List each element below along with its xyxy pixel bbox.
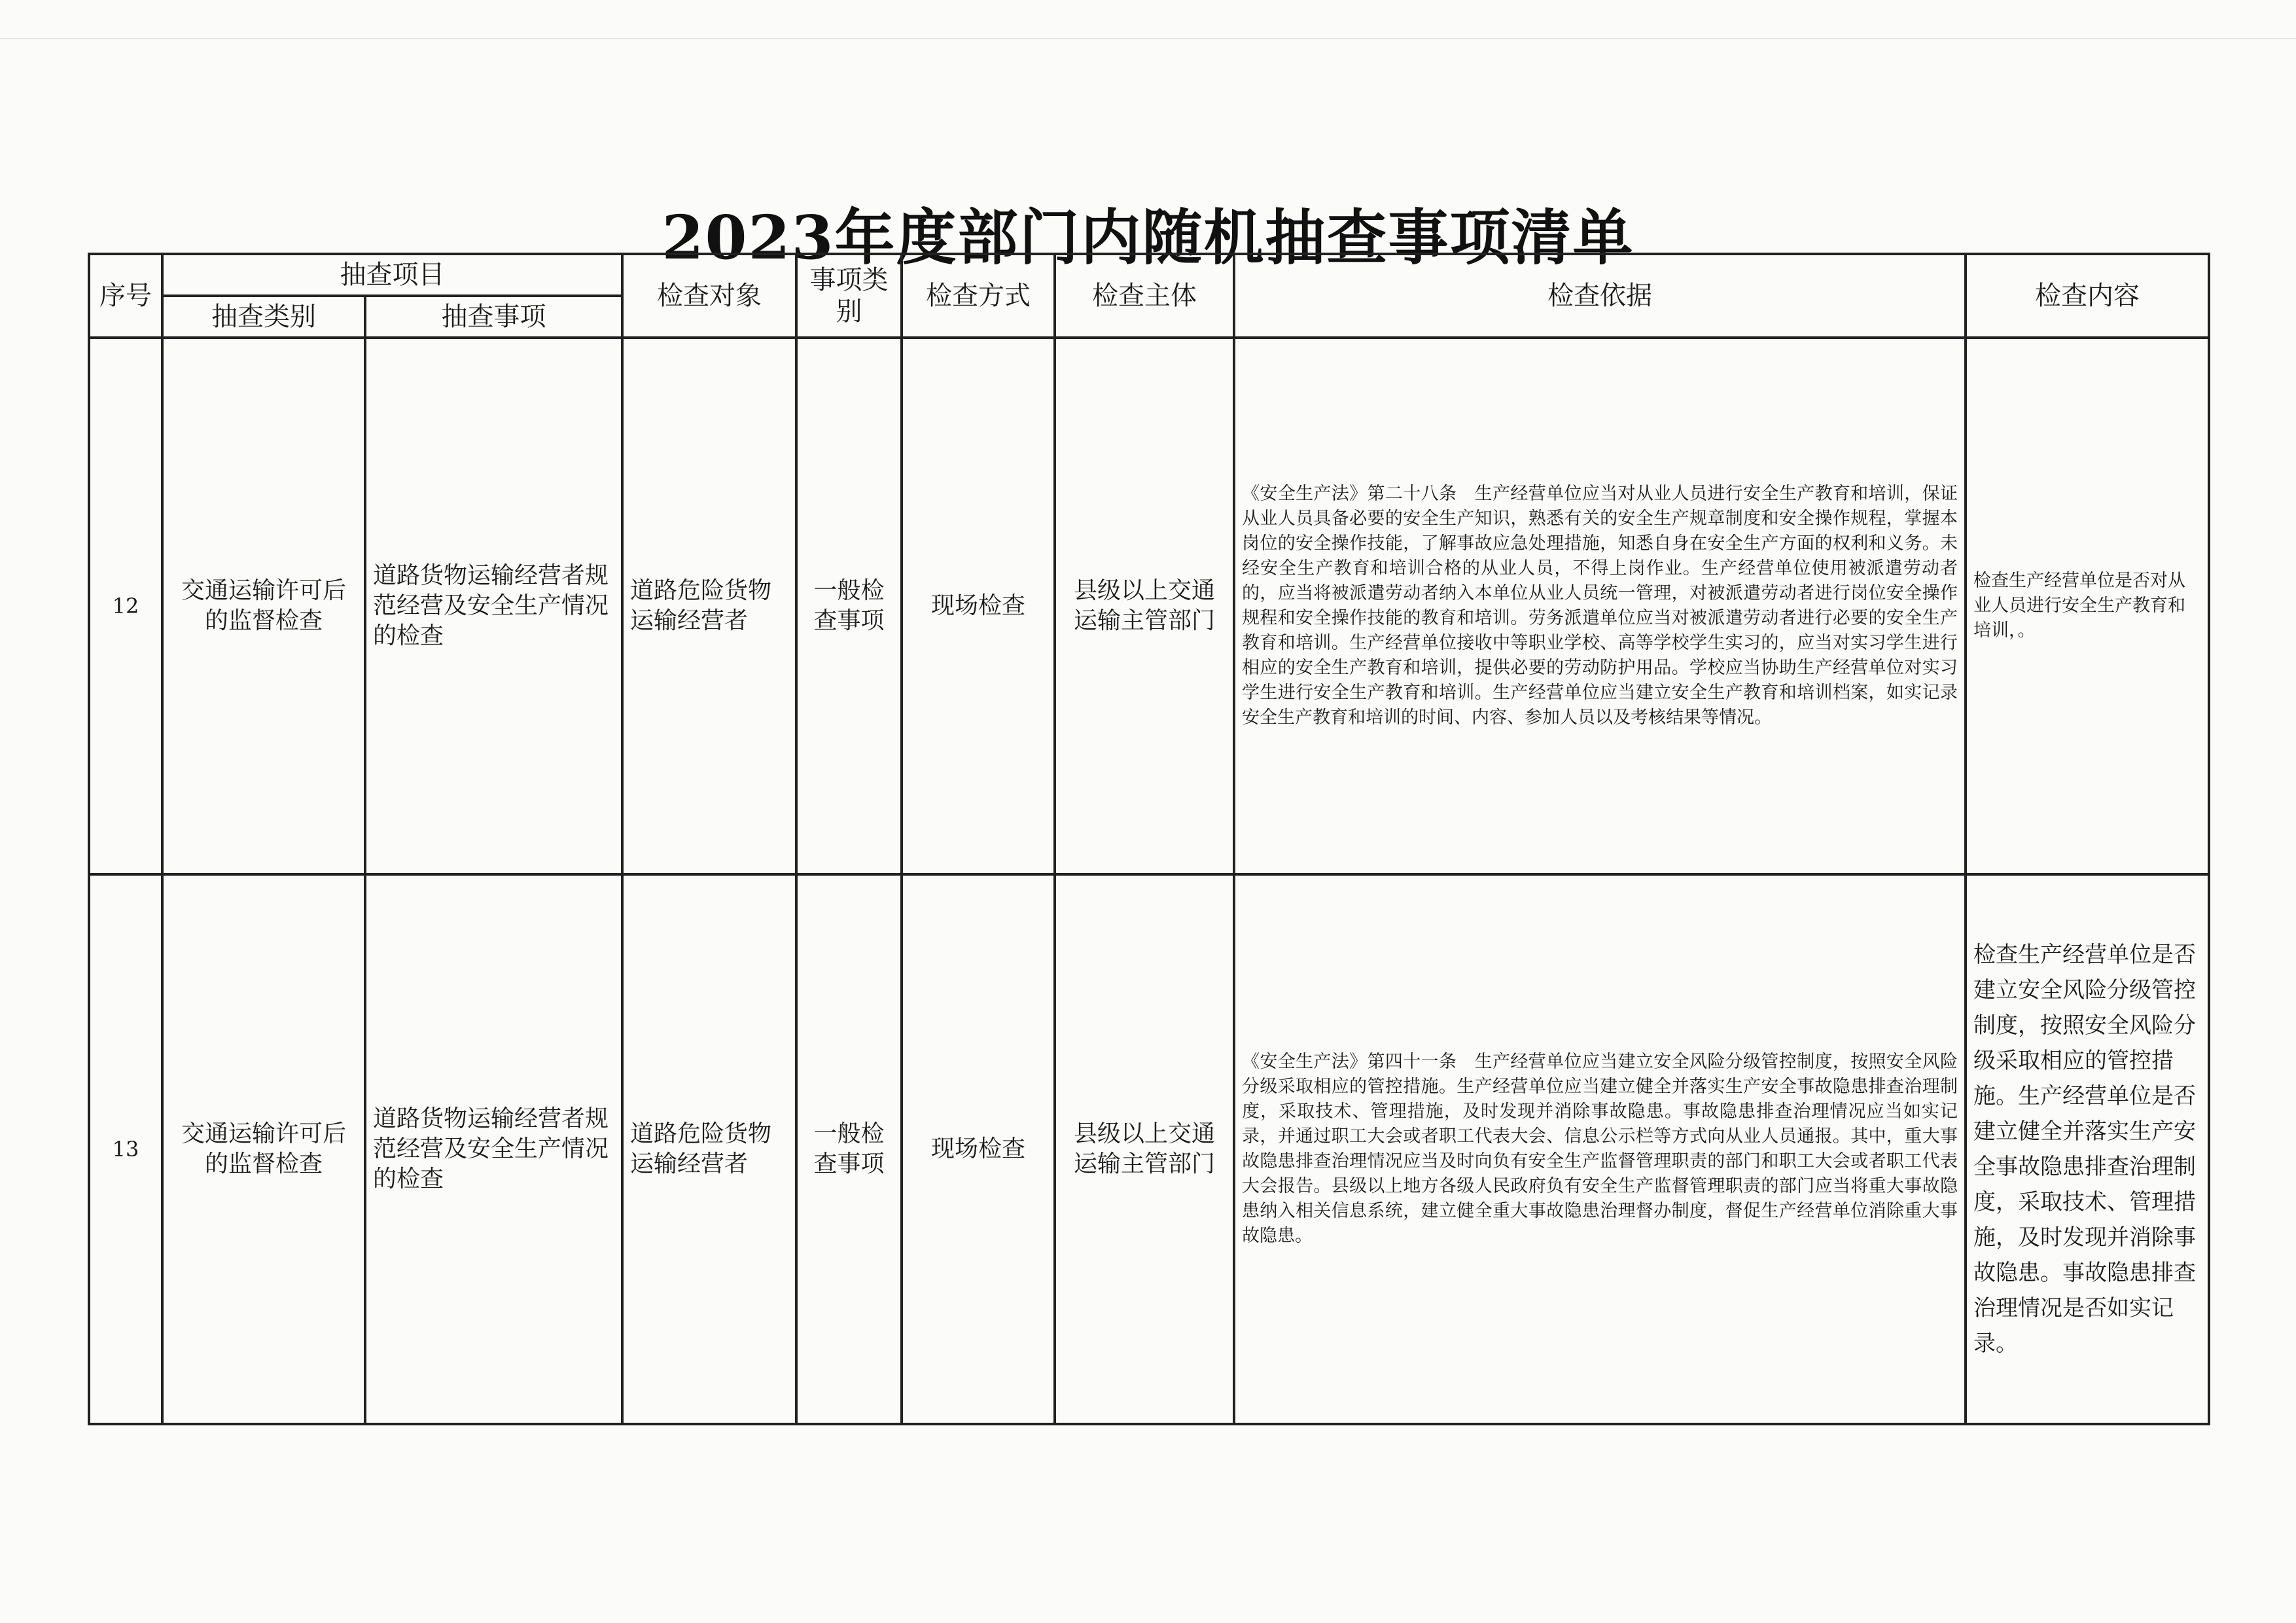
header-method: 检查方式: [902, 254, 1055, 338]
header-subject: 检查主体: [1055, 254, 1234, 338]
row-matter: 道路货物运输经营者规范经营及安全生产情况的检查: [365, 874, 622, 1424]
header-matter-type: 事项类别: [796, 254, 902, 338]
header-row-1: [89, 254, 2209, 296]
row-category: 交通运输许可后的监督检查: [162, 874, 365, 1424]
row-basis: 《安全生产法》第四十一条 生产经营单位应当建立安全风险分级管控制度，按照安全风险分级采取相应的管控措施。生产经营单位应当建立健全并落实生产安全事故隐患排查治理制度，采取技术、管理措施，及时发现并消除事故隐患。事故隐患排查治理情况应当如实记录，并通过职工大会或者职工代表大会、信息公示栏等方式向从业人员通报。其中，重大事故隐患排查治理情况应当及时向负有安全生产监督管理职责的部门和职工大会或者职工代表大会报告。县级以上地方各级人民政府负有安全生产监督管理职责的部门应当将重大事故隐患纳入相关信息系统，建立健全重大事故隐患治理督办制度，督促生产经营单位消除重大事故隐患。: [1234, 874, 1966, 1424]
header-matter: 抽查事项: [365, 296, 622, 338]
row-matter-type: 一般检查事项: [796, 338, 902, 874]
row-content: 检查生产经营单位是否建立安全风险分级管控制度，按照安全风险分级采取相应的管控措施。生产经营单位是否建立健全并落实生产安全事故隐患排查治理制度，采取技术、管理措施，及时发现并消除事故隐患。事故隐患排查治理情况是否如实记录。: [1966, 874, 2209, 1424]
header-inspection-item: 抽查项目: [162, 254, 622, 296]
table-row: [89, 874, 2209, 1424]
header-category: 抽查类别: [162, 296, 365, 338]
header-content: 检查内容: [1966, 254, 2209, 338]
row-subject: 县级以上交通运输主管部门: [1055, 338, 1234, 874]
row-subject: 县级以上交通运输主管部门: [1055, 874, 1234, 1424]
header-target: 检查对象: [622, 254, 796, 338]
row-target: 道路危险货物运输经营者: [622, 874, 796, 1424]
scan-edge-line: [0, 38, 2296, 39]
row-method: 现场检查: [902, 874, 1055, 1424]
row-method: 现场检查: [902, 338, 1055, 874]
row-seq: 12: [89, 338, 162, 874]
row-seq: 13: [89, 874, 162, 1424]
inspection-table: [88, 253, 2210, 1425]
row-matter-type: 一般检查事项: [796, 874, 902, 1424]
row-matter: 道路货物运输经营者规范经营及安全生产情况的检查: [365, 338, 622, 874]
row-content: 检查生产经营单位是否对从业人员进行安全生产教育和培训，。: [1966, 338, 2209, 874]
header-seq: 序号: [89, 254, 162, 338]
row-basis: 《安全生产法》第二十八条 生产经营单位应当对从业人员进行安全生产教育和培训，保证从业人员具备必要的安全生产知识，熟悉有关的安全生产规章制度和安全操作规程，掌握本岗位的安全操作技能，了解事故应急处理措施，知悉自身在安全生产方面的权利和义务。未经安全生产教育和培训合格的从业人员，不得上岗作业。生产经营单位使用被派遣劳动者的，应当将被派遣劳动者纳入本单位从业人员统一管理，对被派遣劳动者进行岗位安全操作规程和安全操作技能的教育和培训。劳务派遣单位应当对被派遣劳动者进行必要的安全生产教育和培训。生产经营单位接收中等职业学校、高等学校学生实习的，应当对实习学生进行相应的安全生产教育和培训，提供必要的劳动防护用品。学校应当协助生产经营单位对实习学生进行安全生产教育和培训。生产经营单位应当建立安全生产教育和培训档案，如实记录安全生产教育和培训的时间、内容、参加人员以及考核结果等情况。: [1234, 338, 1966, 874]
row-target: 道路危险货物运输经营者: [622, 338, 796, 874]
row-category: 交通运输许可后的监督检查: [162, 338, 365, 874]
document-title: 2023年度部门内随机抽查事项清单: [662, 202, 1634, 273]
header-basis: 检查依据: [1234, 254, 1966, 338]
table-row: [89, 338, 2209, 874]
